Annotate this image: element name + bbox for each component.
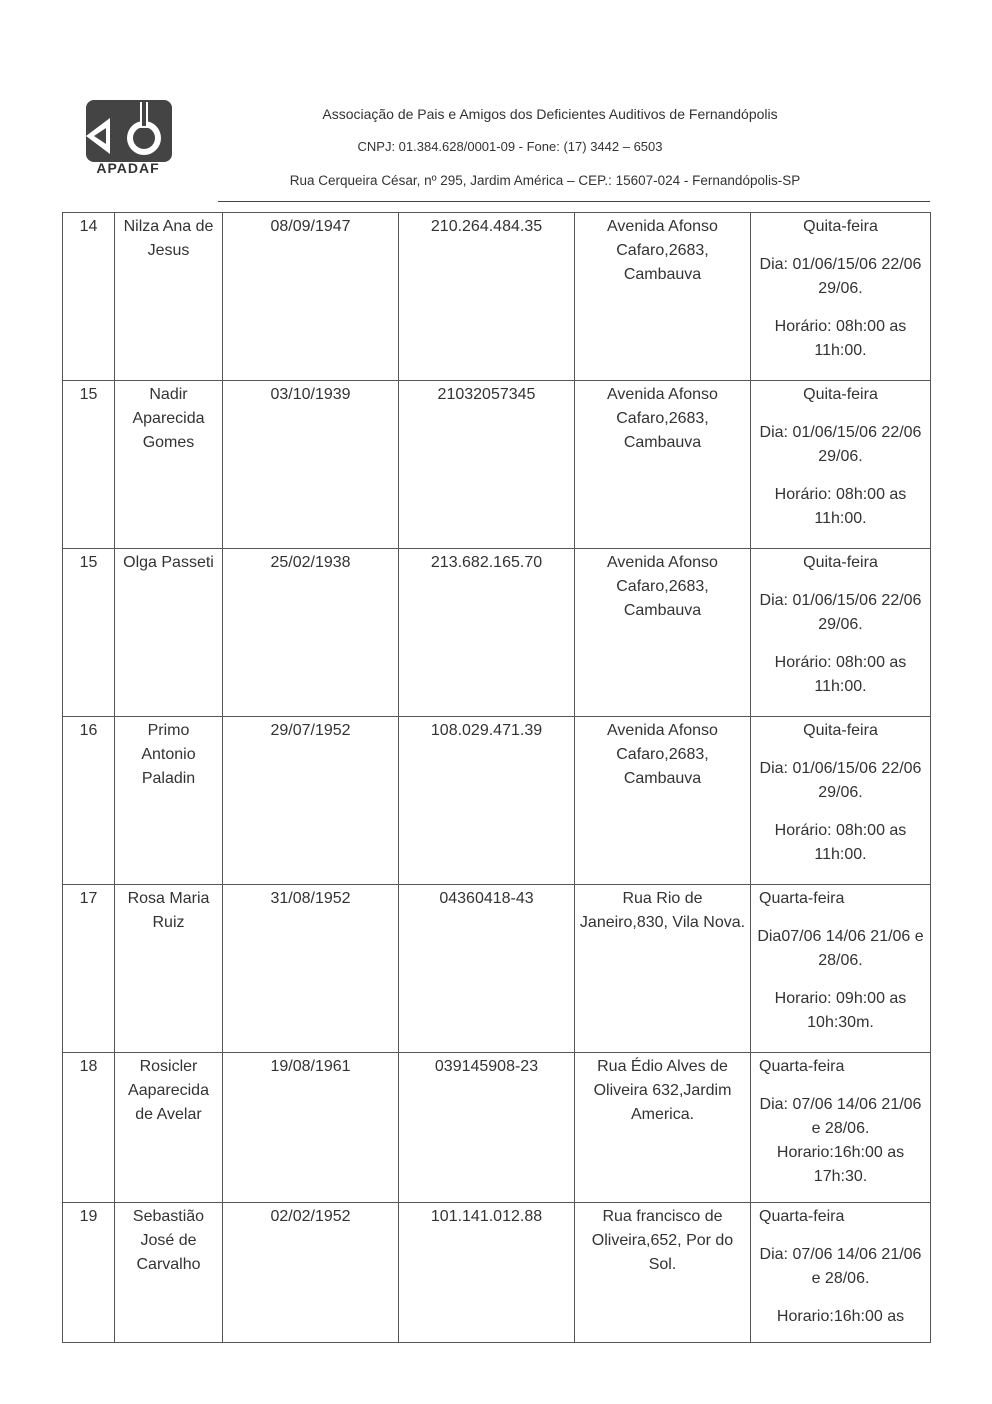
table-row: [63, 381, 931, 549]
participant-name: Rosicler Aaparecida de Avelar: [115, 1053, 223, 1203]
table-row: [63, 885, 931, 1053]
birth-date: 19/08/1961: [223, 1053, 399, 1203]
birth-date: 03/10/1939: [223, 381, 399, 549]
logo-text: APADAF: [96, 160, 160, 176]
row-number: 14: [63, 213, 115, 381]
document-number: 210.264.484.35: [399, 213, 575, 381]
schedule-day: Quita-feira: [803, 218, 878, 235]
birth-date: 31/08/1952: [223, 885, 399, 1053]
schedule-time: Horário: 08h:00 as 11h:00.: [774, 318, 907, 359]
participant-name: Olga Passeti: [115, 549, 223, 717]
birth-date: 08/09/1947: [223, 213, 399, 381]
schedule-time: Horario:16h:00 as: [776, 1308, 905, 1325]
address: Rua francisco de Oliveira,652, Por do Sol.: [575, 1203, 751, 1343]
table-row: [63, 549, 931, 717]
letterhead: [0, 0, 992, 210]
schedule-day: Quita-feira: [803, 722, 878, 739]
participant-name: Nilza Ana de Jesus: [115, 213, 223, 381]
schedule: [751, 1203, 931, 1343]
row-number: 15: [63, 549, 115, 717]
schedule-day: Quita-feira: [803, 386, 878, 403]
schedule-dates: Dia: 01/06/15/06 22/06 29/06.: [759, 424, 922, 465]
document-number: 21032057345: [399, 381, 575, 549]
schedule-day: Quita-feira: [803, 554, 878, 571]
address: Avenida Afonso Cafaro,2683, Cambauva: [575, 213, 751, 381]
schedule-dates: Dia07/06 14/06 21/06 e 28/06.: [757, 928, 924, 969]
address: Avenida Afonso Cafaro,2683, Cambauva: [575, 381, 751, 549]
cnpj-phone-line: CNPJ: 01.384.628/0001-09 - Fone: (17) 3442 – 6503: [357, 139, 663, 154]
birth-date: 29/07/1952: [223, 717, 399, 885]
address: Avenida Afonso Cafaro,2683, Cambauva: [575, 717, 751, 885]
header-divider: [218, 201, 930, 202]
document-number: 101.141.012.88: [399, 1203, 575, 1343]
schedule-dates: Dia: 01/06/15/06 22/06 29/06.: [759, 256, 922, 297]
schedule-day: Quarta-feira: [759, 1058, 845, 1075]
schedule: [751, 1053, 931, 1203]
address-line: Rua Cerqueira César, nº 295, Jardim América – CEP.: 15607-024 - Fernandópolis-SP: [289, 173, 801, 188]
schedule-time: Horario:16h:00 as 17h:30.: [776, 1144, 905, 1185]
schedule: [751, 717, 931, 885]
schedule-day: Quarta-feira: [759, 890, 845, 907]
document-number: 108.029.471.39: [399, 717, 575, 885]
schedule: [751, 885, 931, 1053]
birth-date: 02/02/1952: [223, 1203, 399, 1343]
document-number: 039145908-23: [399, 1053, 575, 1203]
table-row: [63, 213, 931, 381]
schedule-time: Horario: 09h:00 as 10h:30m.: [774, 990, 907, 1031]
row-number: 16: [63, 717, 115, 885]
row-number: 15: [63, 381, 115, 549]
address: Rua Rio de Janeiro,830, Vila Nova.: [575, 885, 751, 1053]
schedule-time: Horário: 08h:00 as 11h:00.: [774, 486, 907, 527]
address: Rua Édio Alves de Oliveira 632,Jardim America.: [575, 1053, 751, 1203]
participant-name: Rosa Maria Ruiz: [115, 885, 223, 1053]
table-row: [63, 717, 931, 885]
schedule-dates: Dia: 01/06/15/06 22/06 29/06.: [759, 760, 922, 801]
participant-name: Nadir Aparecida Gomes: [115, 381, 223, 549]
organization-name: Associação de Pais e Amigos dos Deficientes Auditivos de Fernandópolis: [322, 106, 778, 122]
table-row: [63, 1203, 931, 1343]
row-number: 18: [63, 1053, 115, 1203]
schedule-dates: Dia: 07/06 14/06 21/06 e 28/06.: [759, 1096, 922, 1137]
table-row: [63, 1053, 931, 1203]
document-number: 213.682.165.70: [399, 549, 575, 717]
schedule-time: Horário: 08h:00 as 11h:00.: [774, 822, 907, 863]
row-number: 19: [63, 1203, 115, 1343]
schedule-dates: Dia: 01/06/15/06 22/06 29/06.: [759, 592, 922, 633]
birth-date: 25/02/1938: [223, 549, 399, 717]
participants-table: [62, 212, 931, 1343]
schedule: [751, 213, 931, 381]
participant-name: Sebastião José de Carvalho: [115, 1203, 223, 1343]
document-number: 04360418-43: [399, 885, 575, 1053]
participant-name: Primo Antonio Paladin: [115, 717, 223, 885]
schedule-dates: Dia: 07/06 14/06 21/06 e 28/06.: [759, 1246, 922, 1287]
schedule-time: Horário: 08h:00 as 11h:00.: [774, 654, 907, 695]
row-number: 17: [63, 885, 115, 1053]
address: Avenida Afonso Cafaro,2683, Cambauva: [575, 549, 751, 717]
schedule-day: Quarta-feira: [759, 1208, 845, 1225]
schedule: [751, 381, 931, 549]
schedule: [751, 549, 931, 717]
